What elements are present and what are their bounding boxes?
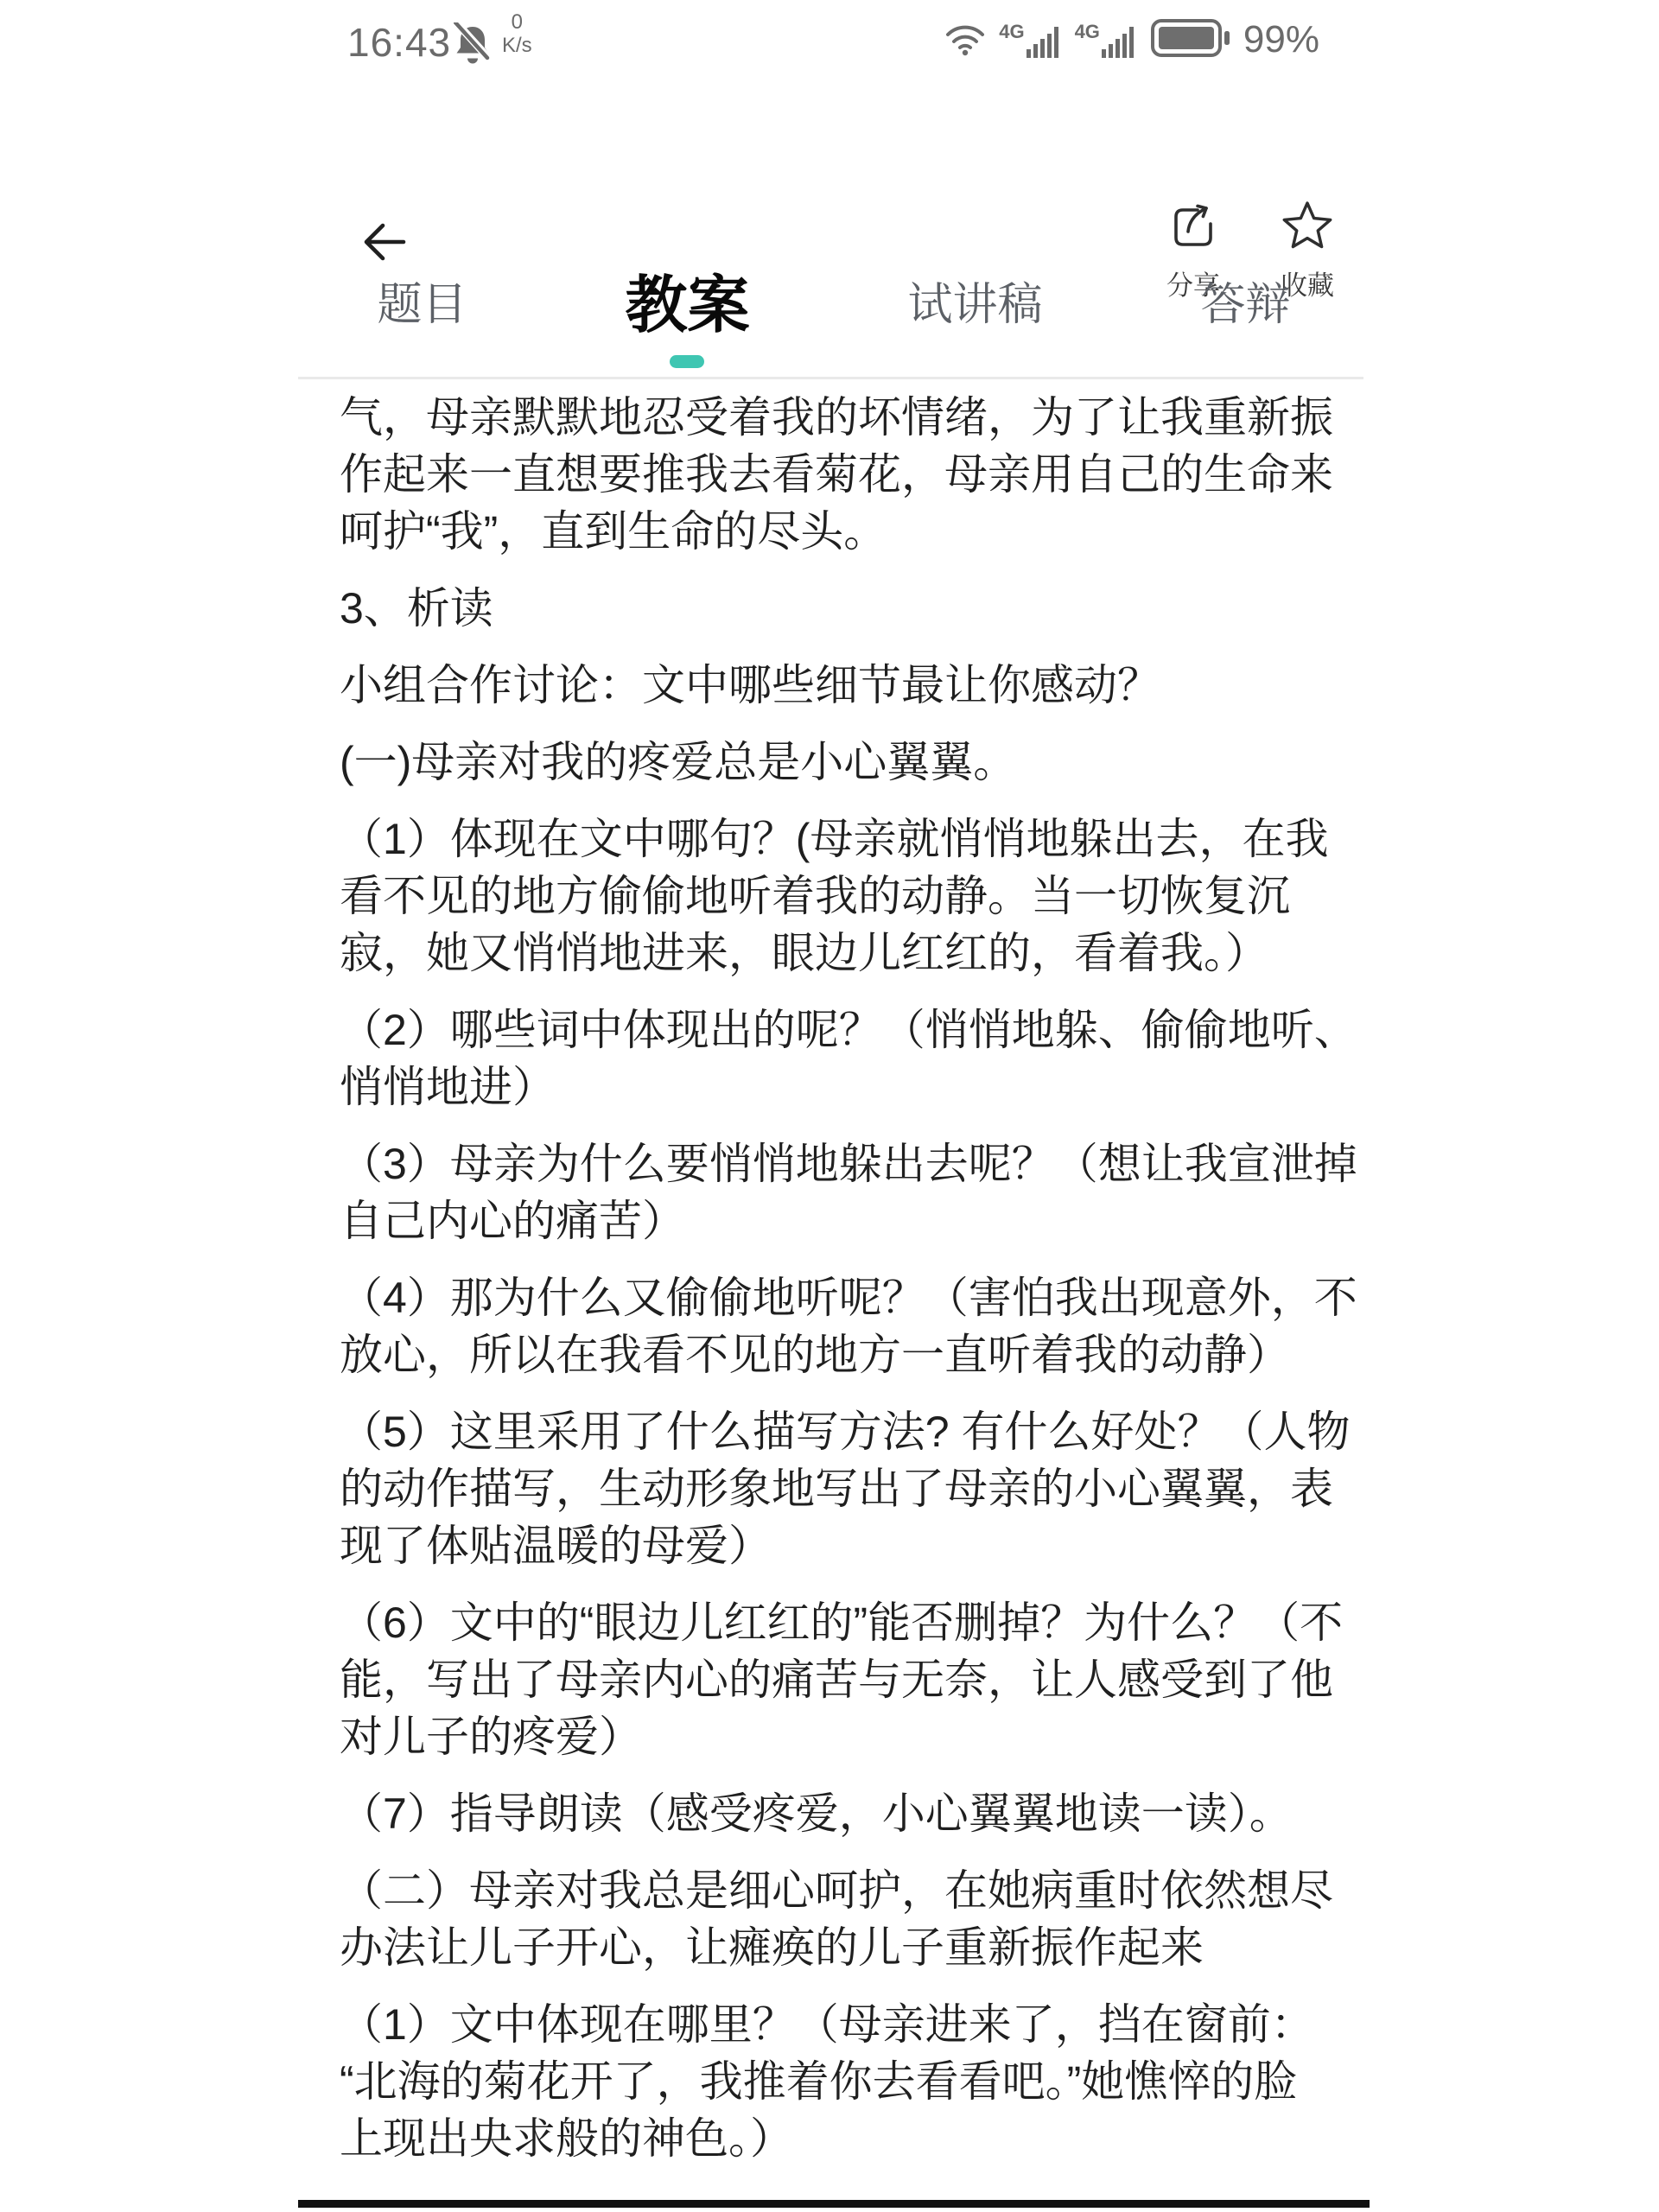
text-line: 看不见的地方偷偷地听着我的动静。当一切恢复沉 [340,872,1290,920]
text-line: 小组合作讨论：文中哪些细节最让你感动？ [340,661,1160,709]
nav-header [298,95,1370,301]
cell-signal-icon [1075,22,1138,58]
star-icon [1282,199,1332,255]
paragraph [340,734,1342,791]
favorite-label: 收藏 [1281,270,1334,301]
paragraph [340,810,1342,982]
tab-label: 教案 [625,271,750,340]
bell-muted-icon [454,22,492,68]
cell-signal-group [999,22,1138,58]
text-line: 对儿子的疼爱） [340,1713,642,1761]
bottom-rule [298,2200,1370,2208]
paragraph [340,1862,1342,1976]
paragraph [340,657,1342,714]
network-speed-value: 0 [511,10,524,34]
active-tab-indicator [670,355,704,368]
tab-lesson-plan[interactable] [625,255,749,345]
paragraph [340,1135,1357,1249]
text-line: （2）哪些词中体现出的呢？（悄悄地躲、偷偷地听、 [340,1006,1357,1054]
text-line: （1）文中体现在哪里？（母亲进来了，挡在窗前： [340,2000,1314,2049]
text-line: 的动作描写，生动形象地写出了母亲的小心翼翼，表 [340,1465,1333,1513]
tab-label: 答辩 [1200,279,1291,330]
text-line: （6）文中的“眼边儿红红的”能否删掉？为什么？（不 [340,1599,1344,1647]
text-line: 作起来一直想要推我去看菊花，母亲用自己的生命来 [340,450,1333,499]
text-line: 上现出央求般的神色。） [340,2114,793,2163]
paragraph [340,580,1342,637]
tabs-divider [298,377,1363,379]
text-line: 放心，所以在我看不见的地方一直听着我的动静） [340,1331,1290,1379]
status-bar [298,0,1370,83]
battery-icon [1150,18,1231,62]
tab-title[interactable] [377,268,467,333]
text-line: 气，母亲默默地忍受着我的坏情绪，为了让我重新振 [340,393,1333,442]
text-line: (一)母亲对我的疼爱总是小心翼翼。 [340,738,1017,786]
share-icon [1169,199,1217,255]
clock: 16:43 [347,20,452,65]
status-icons [944,14,1319,66]
text-line: （5）这里采用了什么描写方法? 有什么好处？（人物 [340,1408,1351,1456]
text-line: 寂，她又悄悄地进来，眼边儿红红的，看着我。） [340,929,1268,977]
text-line: 3、析读 [340,584,493,632]
tab-defense[interactable] [1200,268,1290,333]
text-line: “北海的菊花开了，我推着你去看看吧。”她憔悴的脸 [340,2057,1298,2106]
lesson-plan-content [340,389,1357,2187]
text-line: （7）指导朗读（感受疼爱，小心翼翼地读一读）。 [340,1789,1293,1838]
paragraph [340,1996,1342,2167]
network-type-badge: 4G [999,21,1025,42]
paragraph [340,1785,1342,1842]
text-line: 自己内心的痛苦） [340,1197,685,1245]
app-screen [298,0,1370,2212]
tab-label: 题目 [377,279,467,330]
wifi-icon [944,20,987,60]
battery-percent: 99% [1243,18,1319,60]
paragraph [340,1594,1342,1765]
share-label: 分享 [1166,270,1220,301]
tab-bar [298,252,1370,347]
network-speed [502,10,532,57]
text-line: 办法让儿子开心，让瘫痪的儿子重新振作起来 [340,1923,1204,1972]
paragraph [340,1001,1357,1116]
paragraph [340,389,1342,560]
cell-signal-icon [999,22,1062,58]
paragraph [340,1269,1357,1383]
text-line: （二）母亲对我总是细心呵护，在她病重时依然想尽 [340,1866,1333,1915]
text-line: （1）体现在文中哪句？(母亲就悄悄地躲出去，在我 [340,815,1329,863]
paragraph [340,1403,1351,1574]
text-line: 悄悄地进） [340,1063,556,1111]
text-line: 呵护“我”，直到生命的尽头。 [340,507,887,556]
network-speed-unit: K/s [502,34,532,57]
network-type-badge: 4G [1074,21,1100,42]
text-line: 现了体贴温暖的母爱） [340,1522,772,1570]
text-line: 能，写出了母亲内心的痛苦与无奈，让人感受到了他 [340,1656,1333,1704]
tab-label: 试讲稿 [907,279,1043,330]
tab-trial-script[interactable] [907,268,1042,333]
text-line: （4）那为什么又偷偷地听呢？（害怕我出现意外，不 [340,1274,1357,1322]
text-line: （3）母亲为什么要悄悄地躲出去呢？（想让我宣泄掉 [340,1140,1357,1188]
